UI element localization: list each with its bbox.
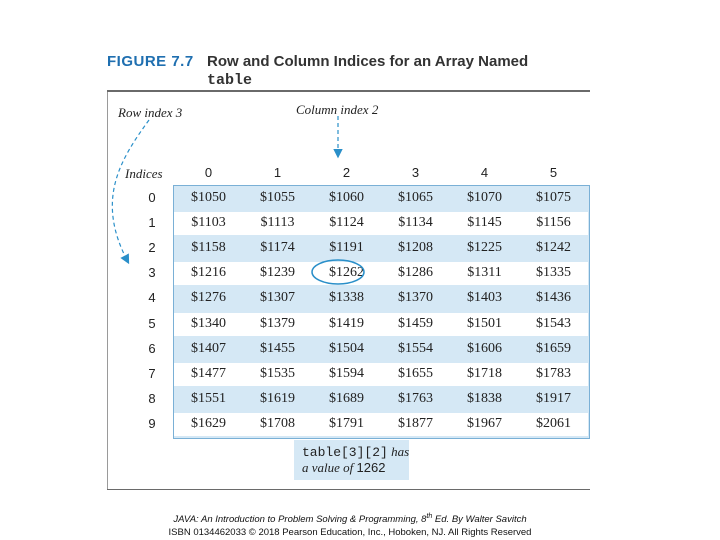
table-cell: $1050 — [191, 190, 226, 205]
table-cell: $1606 — [467, 340, 502, 356]
row-index: 0 — [148, 190, 156, 205]
column-index: 5 — [549, 165, 558, 180]
table-cell: $1158 — [191, 240, 226, 256]
table-cell: $1379 — [260, 315, 295, 331]
table-cell: $1242 — [536, 240, 571, 256]
table-cell: $1060 — [329, 190, 364, 205]
table-cell: $1455 — [260, 340, 295, 356]
table-cell: $1216 — [191, 265, 226, 281]
table-cell: $1551 — [191, 390, 226, 406]
column-index: 3 — [411, 165, 420, 180]
table-cell: $1594 — [329, 365, 364, 381]
note-value: 1262 — [356, 460, 386, 475]
table-cell: $1718 — [467, 365, 502, 381]
column-index: 0 — [204, 165, 213, 180]
table-cell: $1276 — [191, 290, 226, 306]
table-cell: $1225 — [467, 240, 502, 256]
table-cell: $2061 — [536, 415, 571, 431]
footer-citation-sup: th — [426, 513, 433, 520]
row-index: 3 — [148, 265, 156, 281]
figure-label: FIGURE 7.7 — [107, 53, 194, 70]
table-cell: $1070 — [467, 190, 502, 205]
table-cell: $1134 — [398, 215, 433, 231]
highlight-ring — [312, 260, 364, 284]
column-index: 2 — [342, 165, 351, 180]
table-cell: $1436 — [536, 290, 571, 306]
column-index: 1 — [273, 165, 282, 180]
table-cell: $1554 — [398, 340, 433, 356]
table-cell: $1307 — [260, 290, 295, 306]
table-cell: $1504 — [329, 340, 364, 356]
row-index: 2 — [148, 240, 156, 256]
table-cell: $1055 — [260, 190, 295, 205]
note-value-label: a value of — [302, 460, 357, 475]
table-cell: $1124 — [329, 215, 364, 231]
table-cell: $1459 — [398, 315, 433, 331]
row-arrow — [112, 120, 149, 262]
table-cell: $1967 — [467, 415, 502, 431]
table-cell: $1239 — [260, 265, 295, 281]
table-cell: $1340 — [191, 315, 226, 331]
table-cell: $1783 — [536, 365, 571, 381]
table-cell: $1791 — [329, 415, 364, 431]
table-cell: $1763 — [398, 390, 433, 406]
table-cell: $1477 — [191, 365, 226, 381]
column-index: 4 — [480, 165, 489, 180]
table-cell: $1208 — [398, 240, 433, 256]
table-cell: $1262 — [329, 265, 364, 281]
table-cell: $1311 — [467, 265, 502, 281]
table-cell: $1838 — [467, 390, 502, 406]
table-cell: $1877 — [398, 415, 433, 431]
table-cell: $1655 — [398, 365, 433, 381]
table-cell: $1917 — [536, 390, 571, 406]
row-index: 1 — [148, 215, 156, 231]
figure-title-code: table — [207, 72, 253, 89]
table-cell: $1419 — [329, 315, 364, 331]
table-cell: $1286 — [398, 265, 433, 281]
table-cell: $1689 — [329, 390, 364, 406]
table-cell: $1407 — [191, 340, 226, 356]
column-index-callout: Column index 2 — [296, 102, 379, 117]
figure-title-text: Row and Column Indices for an Array Named — [207, 53, 529, 70]
table-cell: $1335 — [536, 265, 571, 281]
table-cell: $1065 — [398, 190, 433, 205]
table-cell: $1174 — [260, 240, 295, 256]
note-code: table[3][2] — [302, 445, 388, 460]
footer-citation — [100, 513, 600, 525]
table-cell: $1338 — [329, 290, 364, 306]
table-cell: $1103 — [191, 215, 226, 231]
row-index: 4 — [148, 290, 156, 306]
table-cell: $1075 — [536, 190, 571, 205]
table-cell: $1629 — [191, 415, 226, 431]
table-cell: $1156 — [536, 215, 571, 231]
table-cell: $1535 — [260, 365, 295, 381]
table-cell: $1501 — [467, 315, 502, 331]
footer-citation-b: Ed. By Walter Savitch — [432, 514, 527, 526]
table-cell: $1659 — [536, 340, 571, 356]
table-cell: $1708 — [260, 415, 295, 431]
table-cell: $1543 — [536, 315, 571, 331]
footer-copyright: ISBN 0134462033 © 2018 Pearson Education, Inc., Hoboken, NJ. All Rights Reserved — [168, 527, 532, 538]
row-index: 7 — [148, 365, 156, 381]
table-cell: $1403 — [467, 290, 502, 306]
table-cell: $1619 — [260, 390, 295, 406]
row-index: 5 — [148, 315, 156, 331]
indices-heading: Indices — [125, 166, 163, 181]
row-index: 6 — [148, 340, 156, 356]
note-has: has — [387, 444, 410, 459]
table-cell: $1145 — [467, 215, 502, 231]
row-index-callout: Row index 3 — [118, 105, 183, 120]
footer-citation-a: JAVA: An Introduction to Problem Solving & Programming, 8 — [173, 514, 427, 526]
row-index: 9 — [148, 415, 156, 431]
row-index: 8 — [148, 390, 156, 406]
table-cell: $1113 — [260, 215, 295, 231]
table-cell: $1370 — [398, 290, 433, 306]
table-cell: $1191 — [329, 240, 364, 256]
